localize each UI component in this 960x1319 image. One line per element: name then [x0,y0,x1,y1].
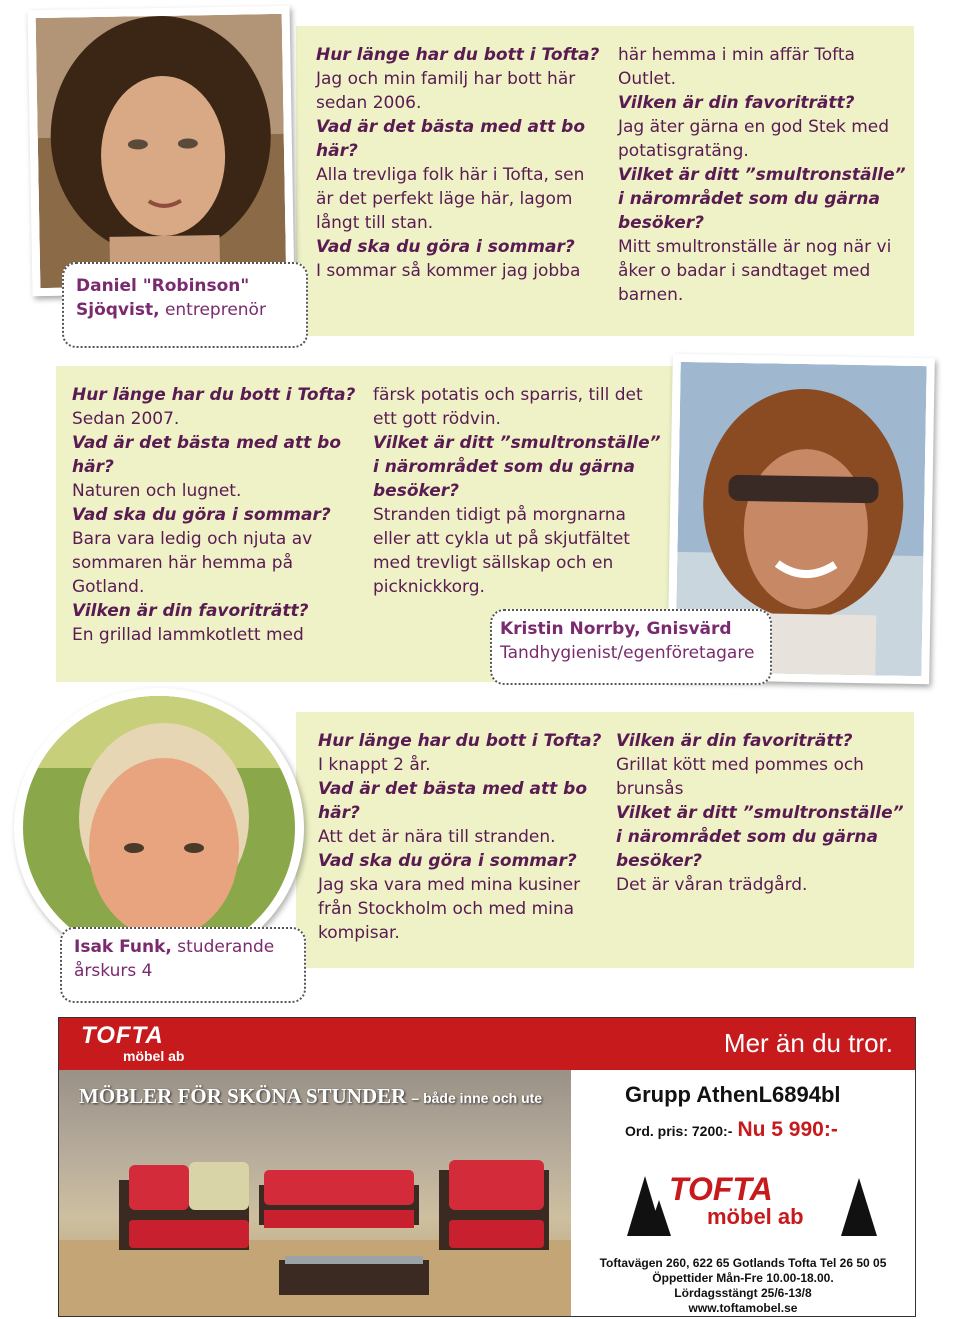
ad-furniture-drawing [59,1070,571,1316]
interview-answer: Jag ska vara med mina kusiner från Stockholm och med mina kompisar. [318,875,581,943]
ad-price-line [625,1118,838,1142]
kristin-col1 [72,383,362,647]
interview-answer: Sedan 2007. [72,409,180,429]
ad-furniture-photo [59,1070,571,1316]
caption-isak-name: Isak Funk, [74,937,172,957]
ad-logo-small-sub: möbel ab [123,1048,185,1064]
ad-address: Toftavägen 260, 622 65 Gotlands Tofta Tel 26 50 05 [599,1256,887,1270]
interview-question: Vad ska du göra i sommar? [318,851,577,871]
interview-question: Vilket är ditt ”smultronställe” i närområdet som du gärna besöker? [616,803,904,871]
isak-col1 [318,729,608,945]
interview-answer: Mitt smultronställe är nog när vi åker o badar i sandtaget med barnen. [618,237,892,305]
interview-question: Vilken är din favoriträtt? [618,93,855,113]
photo-daniel [28,6,295,297]
ad-logo-small [81,1024,184,1064]
caption-daniel-role: entreprenör [164,300,266,320]
interview-question: Vad ska du göra i sommar? [316,237,575,257]
ad-hours2: Lördagsstängt 25/6-13/8 [674,1286,812,1300]
interview-answer: här hemma i min affär Tofta Outlet. [618,45,855,89]
interview-answer: Jag och min familj har bott här sedan 2006. [316,69,576,113]
ad-logo-large [619,1170,879,1238]
ad-tagline: Mer än du tror. [723,1028,893,1058]
interview-answer: I sommar så kommer jag jobba [316,261,581,281]
interview-question: Vilket är ditt ”smultronställe” i närområdet som du gärna besöker? [618,165,906,233]
interview-question: Vilken är din favoriträtt? [616,731,853,751]
interview-question: Vilket är ditt ”smultronställe” i närområdet som du gärna besöker? [373,433,661,501]
interview-question: Vad är det bästa med att bo här? [318,779,588,823]
daniel-col2 [618,43,908,307]
interview-question: Vilken är din favoriträtt? [72,601,309,621]
interview-answer: I knappt 2 år. [318,755,431,775]
ad-contact [571,1256,915,1316]
interview-question: Hur länge har du bott i Tofta? [318,731,602,751]
ad-new-price: Nu 5 990:- [737,1118,838,1141]
caption-isak [60,927,306,1003]
ad-logo-large-text: TOFTA [669,1171,773,1207]
interview-answer: Jag äter gärna en god Stek med potatisgratäng. [618,117,890,161]
ad-price-area [571,1070,915,1316]
caption-kristin-name: Kristin Norrby, Gnisvärd [500,619,732,639]
interview-answer: Bara vara ledig och njuta av sommaren här hemma på Gotland. [72,529,313,597]
caption-daniel [62,262,308,348]
photo-daniel-image [36,14,287,288]
interview-question: Hur länge har du bott i Tofta? [72,385,356,405]
caption-daniel-name: Daniel "Robinson" [76,276,250,296]
interview-answer: färsk potatis och sparris, till det ett gott rödvin. [373,385,643,429]
isak-col2 [616,729,906,897]
interview-answer: Att det är nära till stranden. [318,827,556,847]
interview-answer: Naturen och lugnet. [72,481,242,501]
ad-orig-price: Ord. pris: 7200:- [625,1123,733,1139]
interview-answer: Alla trevliga folk här i Tofta, sen är det perfekt läge här, lagom långt till stan. [316,165,585,233]
ad-web-link[interactable]: www.toftamobel.se [688,1301,798,1315]
interview-question: Vad är det bästa med att bo här? [72,433,342,477]
interview-answer: Stranden tidigt på morgnarna eller att cykla ut på skjutfältet med trevligt sällskap och en picknickkorg. [373,505,630,597]
interview-answer: Det är våran trädgård. [616,875,808,895]
tofta-advertisement [58,1017,916,1317]
interview-question: Vad är det bästa med att bo här? [316,117,586,161]
ad-logo-small-text: TOFTA [81,1022,164,1049]
kristin-col2 [373,383,663,599]
ad-banner-sub: – både inne och ute [411,1090,543,1106]
caption-kristin [490,609,772,685]
interview-answer: En grillad lammkotlett med [72,625,304,645]
caption-isak-role: studerande [177,937,275,957]
interview-question: Vad ska du göra i sommar? [72,505,331,525]
caption-kristin-role: Tandhygienist/egenföretagare [500,643,755,663]
ad-banner-text: MÖBLER FÖR SKÖNA STUNDER [79,1084,407,1108]
ad-header-bar [59,1018,915,1070]
interview-answer: Grillat kött med pommes och brunsås [616,755,864,799]
ad-product-name: Grupp AthenL6894bl [625,1082,841,1107]
photo-isak-image [14,688,304,968]
caption-daniel-name2: Sjöqvist, [76,300,160,320]
interview-question: Hur länge har du bott i Tofta? [316,45,600,65]
caption-isak-role2: årskurs 4 [74,961,153,981]
photo-isak [14,688,304,968]
ad-logo-large-sub: möbel ab [707,1204,804,1229]
daniel-col1 [316,43,606,283]
ad-hours: Öppettider Mån-Fre 10.00-18.00. [652,1271,834,1285]
